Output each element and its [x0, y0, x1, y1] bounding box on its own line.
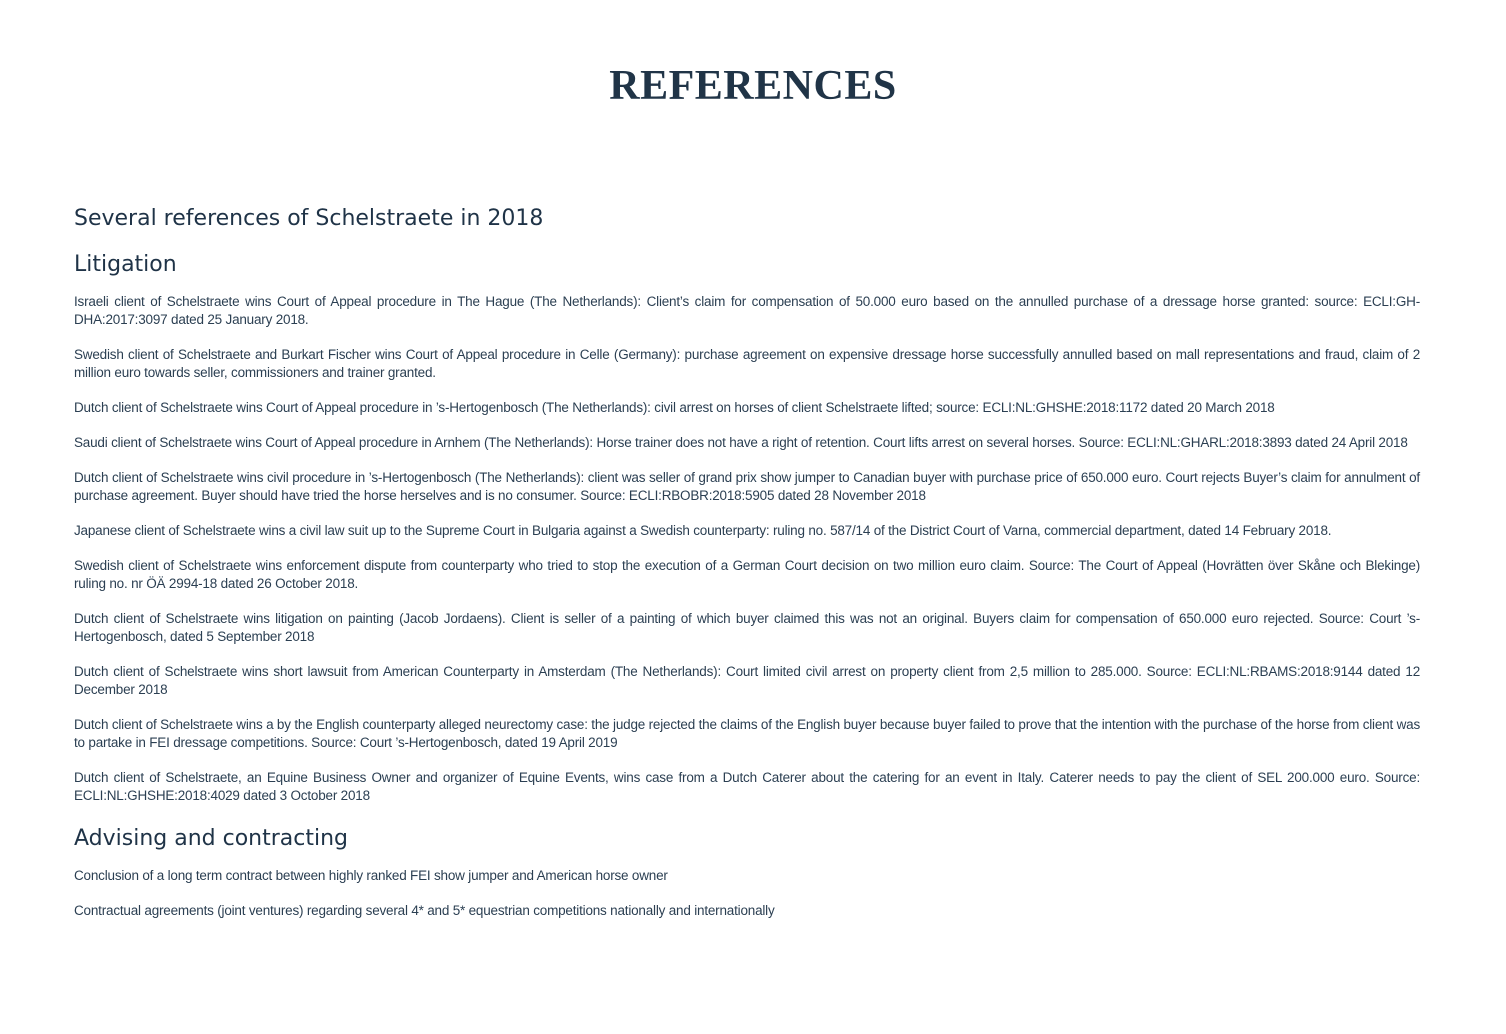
- litigation-item: Dutch client of Schelstraete wins a by the English counterparty alleged neurectomy case: the judge rejected the claims of the English buyer because buyer failed to prove that the intention with the purchase of the horse from client was to partake in FEI dressage competitions. Source: Court ’s-Hertogenbosch, dated 19 April 2019: [74, 717, 1420, 750]
- advising-list: [74, 867, 1420, 920]
- references-content: [74, 205, 1420, 937]
- litigation-heading: Litigation: [74, 252, 177, 277]
- litigation-item: Dutch client of Schelstraete wins civil procedure in ’s-Hertogenbosch (The Netherlands): client was seller of grand prix show jumper to Canadian buyer with purchase price of 650.000 euro. Court rejects Buyer’s claim for annulment of purchase agreement. Buyer should have tried the horse herselves and is no consumer. Source: ECLI:RBOBR:2018:5905 dated 28 November 2018: [74, 470, 1420, 503]
- litigation-item: Dutch client of Schelstraete wins short lawsuit from American Counterparty in Amsterdam (The Netherlands): Court limited civil arrest on property client from 2,5 million to 285.000. Source: ECLI:NL:RBAMS:2018:9144 dated 12 December 2018: [74, 664, 1420, 697]
- advising-item: Conclusion of a long term contract between highly ranked FEI show jumper and American horse owner: [74, 868, 668, 883]
- litigation-item: Swedish client of Schelstraete wins enforcement dispute from counterparty who tried to stop the execution of a German Court decision on two million euro claim. Source: The Court of Appeal (Hovrätten över Skåne och Blekinge) ruling no. nr ÖÄ 2994-18 dated 26 October 2018.: [74, 558, 1420, 591]
- litigation-item: Japanese client of Schelstraete wins a civil law suit up to the Supreme Court in Bulgaria against a Swedish counterparty: ruling no. 587/14 of the District Court of Varna, commercial department, dated 14 February 2018.: [74, 523, 1332, 538]
- litigation-item: Saudi client of Schelstraete wins Court of Appeal procedure in Arnhem (The Netherlands): Horse trainer does not have a right of retention. Court lifts arrest on several horses. Source: ECLI:NL:GHARL:2018:3893 dated 24 April 2018: [74, 435, 1408, 450]
- advising-item: Contractual agreements (joint ventures) regarding several 4* and 5* equestrian competitions nationally and internationally: [74, 903, 775, 918]
- litigation-item: Dutch client of Schelstraete wins litigation on painting (Jacob Jordaens). Client is seller of a painting of which buyer claimed this was not an original. Buyers claim for compensation of 650.000 euro rejected. Source: Court ’s-Hertogenbosch, dated 5 September 2018: [74, 611, 1420, 644]
- page-title: REFERENCES: [609, 63, 897, 109]
- litigation-item: Swedish client of Schelstraete and Burkart Fischer wins Court of Appeal procedure in Celle (Germany): purchase agreement on expensive dressage horse successfully annulled based on mall representations and fraud, claim of 2 million euro towards seller, commissioners and trainer granted.: [74, 347, 1420, 380]
- litigation-item: Israeli client of Schelstraete wins Court of Appeal procedure in The Hague (The Netherlands): Client’s claim for compensation of 50.000 euro based on the annulled purchase of a dressage horse granted: source: ECLI:GH-DHA:2017:3097 dated 25 January 2018.: [74, 294, 1420, 327]
- litigation-list: [74, 293, 1420, 805]
- references-heading: Several references of Schelstraete in 2018: [74, 206, 544, 231]
- litigation-item: Dutch client of Schelstraete wins Court of Appeal procedure in ’s-Hertogenbosch (The Netherlands): civil arrest on horses of client Schelstraete lifted; source: ECLI:NL:GHSHE:2018:1172 dated 20 March 2018: [74, 400, 1275, 415]
- advising-heading: Advising and contracting: [74, 826, 349, 851]
- litigation-item: Dutch client of Schelstraete, an Equine Business Owner and organizer of Equine Events, wins case from a Dutch Caterer about the catering for an event in Italy. Caterer needs to pay the client of SEL 200.000 euro. Source: ECLI:NL:GHSHE:2018:4029 dated 3 October 2018: [74, 770, 1420, 803]
